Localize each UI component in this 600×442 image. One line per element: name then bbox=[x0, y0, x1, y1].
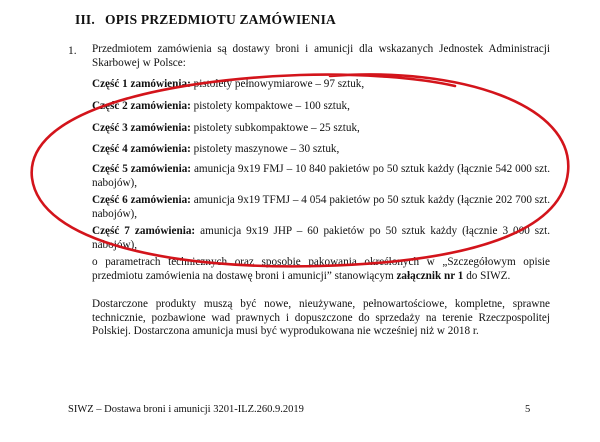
order-part-text: pistolety maszynowe – 30 sztuk, bbox=[193, 143, 340, 155]
order-part-text: pistolety kompaktowe – 100 sztuk, bbox=[193, 100, 350, 112]
order-part-text: pistolety pełnowymiarowe – 97 sztuk, bbox=[193, 78, 365, 90]
order-part-2 bbox=[92, 100, 550, 114]
section-title: OPIS PRZEDMIOTU ZAMÓWIENIA bbox=[105, 12, 336, 27]
attachment-reference: załącznik nr 1 bbox=[396, 269, 464, 282]
products-paragraph: Dostarczone produkty muszą być nowe, nieużywane, pełnowartościowe, kompletne, sprawne technicznie, pozbawione wad prawnych i dopuszczone do sprzedaży na terenie Rzeczpospolitej Polskiej. Dostarczona amunicja musi być wyprodukowana nie wcześniej niż w 2018 r. bbox=[92, 298, 550, 338]
technical-params-paragraph bbox=[92, 256, 550, 283]
order-part-3 bbox=[92, 122, 550, 136]
order-part-text: pistolety subkompaktowe – 25 sztuk, bbox=[193, 122, 360, 134]
order-part-label: Część 5 zamówienia: bbox=[92, 163, 192, 175]
order-part-7 bbox=[92, 225, 550, 252]
order-part-1 bbox=[92, 78, 550, 92]
order-part-6 bbox=[92, 194, 550, 221]
page-number: 5 bbox=[525, 404, 531, 415]
order-part-4 bbox=[92, 143, 550, 157]
order-part-5 bbox=[92, 163, 550, 190]
order-part-label: Część 3 zamówienia: bbox=[92, 122, 191, 134]
footer-title: SIWZ – Dostawa broni i amunicji 3201-ILZ.260.9.2019 bbox=[68, 404, 304, 415]
item-intro: Przedmiotem zamówienia są dostawy broni i amunicji dla wskazanych Jednostek Administracji Skarbowej w Polsce: bbox=[92, 43, 550, 69]
order-part-label: Część 7 zamówienia: bbox=[92, 225, 196, 237]
section-number: III. bbox=[75, 12, 95, 27]
order-part-label: Część 6 zamówienia: bbox=[92, 194, 191, 206]
order-part-text: amunicja 9x19 FMJ – 10 840 pakietów po 50 sztuk każdy (łącznie 542 000 szt. nabojów), bbox=[92, 163, 551, 189]
order-part-label: Część 4 zamówienia: bbox=[92, 143, 191, 155]
order-part-label: Część 1 zamówienia: bbox=[92, 78, 191, 90]
params-text: o parametrach technicznych oraz sposobie pakowania określonych w „Szczegółowym opisie przedmiotu zamówienia na dostawę broni i amunicji” stanowiącym bbox=[92, 256, 550, 282]
item-number: 1. bbox=[68, 45, 77, 57]
order-part-text: amunicja 9x19 TFMJ – 4 054 pakietów po 50 sztuk każdy (łącznie 202 700 szt. nabojów), bbox=[92, 194, 551, 220]
section-heading bbox=[75, 12, 336, 28]
params-suffix: do SIWZ. bbox=[466, 269, 511, 282]
order-part-text: amunicja 9x19 JHP – 60 pakietów po 50 sztuk każdy (łącznie 3 000 szt. nabojów), bbox=[92, 225, 551, 251]
order-part-label: Część 2 zamówienia: bbox=[92, 100, 191, 112]
